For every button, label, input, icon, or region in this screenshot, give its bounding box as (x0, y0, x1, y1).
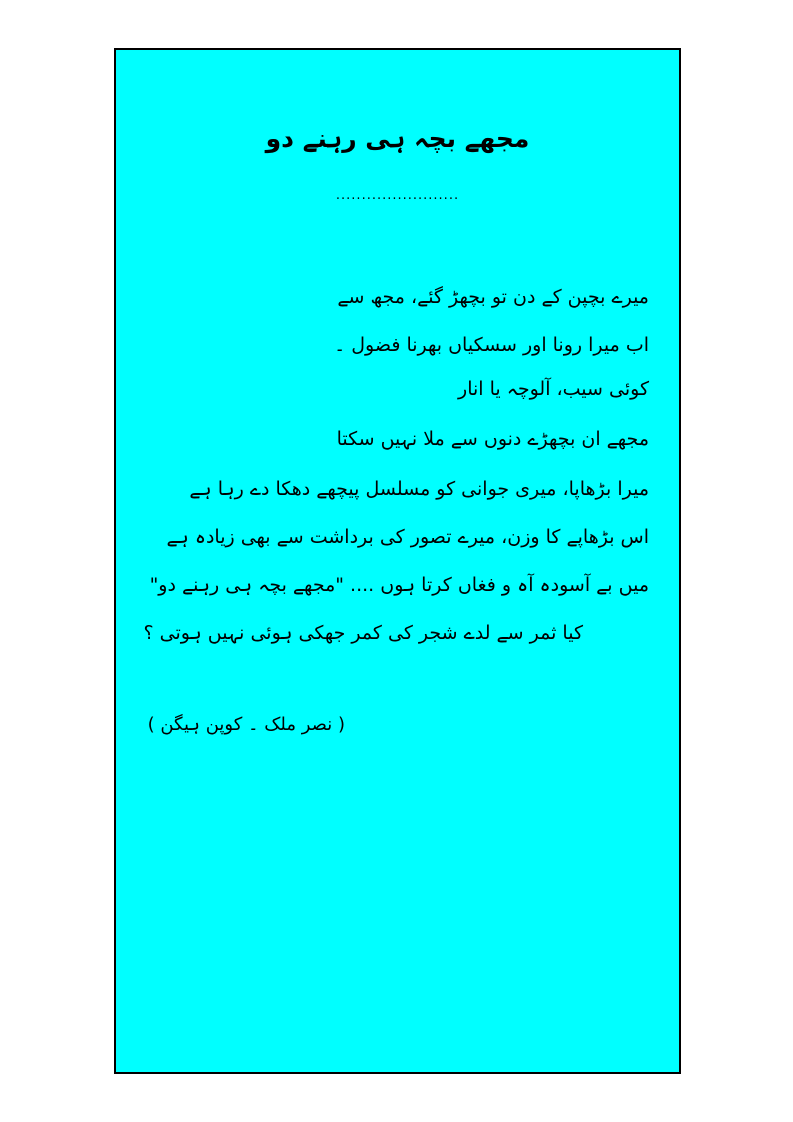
poem-line-4: مجھے ان بچھڑے دنوں سے ملا نہیں سکتا (336, 428, 649, 450)
poem-author: ( نصر ملک ۔ کوپن ہیگن ) (147, 714, 345, 735)
poem-line-3: کوئی سیب، آلوچہ یا انار (458, 378, 649, 400)
poem-line-5: میرا بڑھاپا، میری جوانی کو مسلسل پیچھے دھکا دے رہا ہے (189, 478, 649, 500)
poem-panel (114, 48, 681, 1074)
poem-line-2: اب میرا رونا اور سسکیاں بھرنا فضول ۔ (334, 334, 649, 356)
poem-line-6: اس بڑھاپے کا وزن، میرے تصور کی برداشت سے بھی زیادہ ہے (166, 526, 649, 548)
poem-line-1: میرے بچپن کے دن تو بچھڑ گئے، مجھ سے (337, 286, 649, 308)
poem-title: مجھے بچہ ہی رہنے دو (265, 124, 530, 153)
poem-line-8: کیا ثمر سے لدے شجر کی کمر جھکی ہوئی نہیں ہوتی ؟ (143, 622, 583, 644)
poem-line-7: میں بے آسودہ آہ و فغاں کرتا ہوں .... "مجھے بچہ ہی رہنے دو" (149, 574, 649, 596)
title-separator: ........................ (335, 188, 460, 203)
